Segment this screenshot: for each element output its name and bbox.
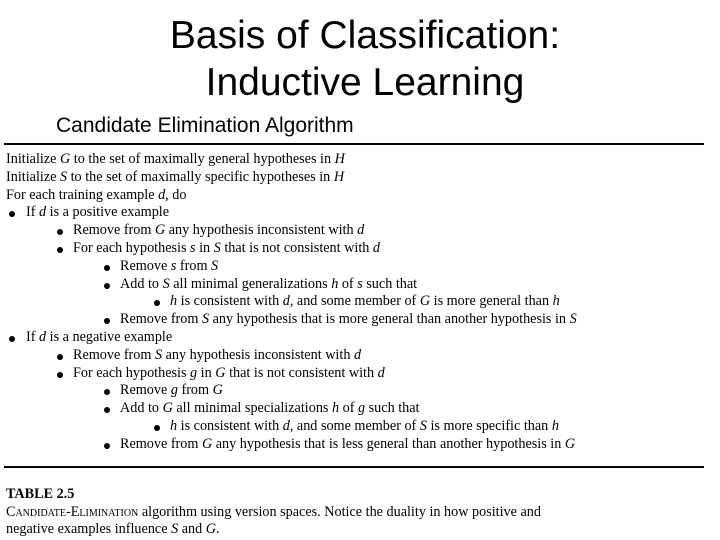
- bullet-icon: [57, 354, 63, 360]
- caption-line-1: Candidate-Elimination algorithm using version spaces. Notice the duality in how positive and: [6, 503, 541, 520]
- bullet-icon: [104, 389, 110, 395]
- bullet-icon: [104, 443, 110, 449]
- slide-title-line-2: Inductive Learning: [205, 61, 525, 104]
- bullet-icon: [104, 318, 110, 324]
- caption-label: TABLE 2.5: [6, 486, 75, 502]
- slide-subtitle: Candidate Elimination Algorithm: [56, 114, 354, 137]
- algorithm-table: [6, 151, 706, 454]
- algo-line-init-g: Initialize G to the set of maximally general hypotheses in H: [6, 151, 345, 167]
- algo-line-negative-remove-g: Remove g from G: [6, 382, 706, 400]
- bullet-icon: [104, 407, 110, 413]
- caption-line-2: negative examples influence S and G.: [6, 521, 220, 537]
- algo-line-negative-consistent: h is consistent with d, and some member of S is more specific than h: [6, 418, 706, 436]
- bullet-icon: [154, 425, 160, 431]
- bullet-icon: [9, 336, 15, 342]
- bullet-icon: [154, 300, 160, 306]
- bullet-icon: [57, 372, 63, 378]
- algo-line-negative-remove-less-general: Remove from G any hypothesis that is less general than another hypothesis in G: [6, 436, 706, 454]
- bullet-icon: [104, 265, 110, 271]
- algo-line-positive-remove-g: Remove from G any hypothesis inconsistent with d: [6, 222, 706, 240]
- algo-line-positive-header: If d is a positive example: [6, 204, 706, 222]
- algo-line-negative-remove-s: Remove from S any hypothesis inconsistent with d: [6, 347, 706, 365]
- top-rule: [4, 143, 704, 145]
- algo-line-init-s: Initialize S to the set of maximally specific hypotheses in H: [6, 168, 345, 185]
- table-caption: [6, 486, 708, 539]
- slide-title: [0, 12, 720, 106]
- slide-title-line-1: Basis of Classification:: [169, 14, 561, 57]
- algo-line-negative-add-g: Add to G all minimal specializations h of g such that: [6, 400, 706, 418]
- algo-line-negative-header: If d is a negative example: [6, 329, 706, 347]
- algo-line-positive-consistent: h is consistent with d, and some member of G is more general than h: [6, 293, 706, 311]
- algo-line-positive-for-each-s: For each hypothesis s in S that is not consistent with d: [6, 240, 706, 258]
- algo-line-for-each-example: For each training example d, do: [6, 186, 187, 203]
- bullet-icon: [104, 283, 110, 289]
- bottom-rule: [4, 466, 704, 468]
- bullet-icon: [9, 211, 15, 217]
- algo-line-positive-remove-more-general: Remove from S any hypothesis that is more general than another hypothesis in S: [6, 311, 706, 329]
- bullet-icon: [57, 229, 63, 235]
- algo-line-positive-remove-s: Remove s from S: [6, 258, 706, 276]
- bullet-icon: [57, 247, 63, 253]
- algo-line-positive-add-s: Add to S all minimal generalizations h of s such that: [6, 276, 706, 294]
- algo-line-negative-for-each-g: For each hypothesis g in G that is not consistent with d: [6, 365, 706, 383]
